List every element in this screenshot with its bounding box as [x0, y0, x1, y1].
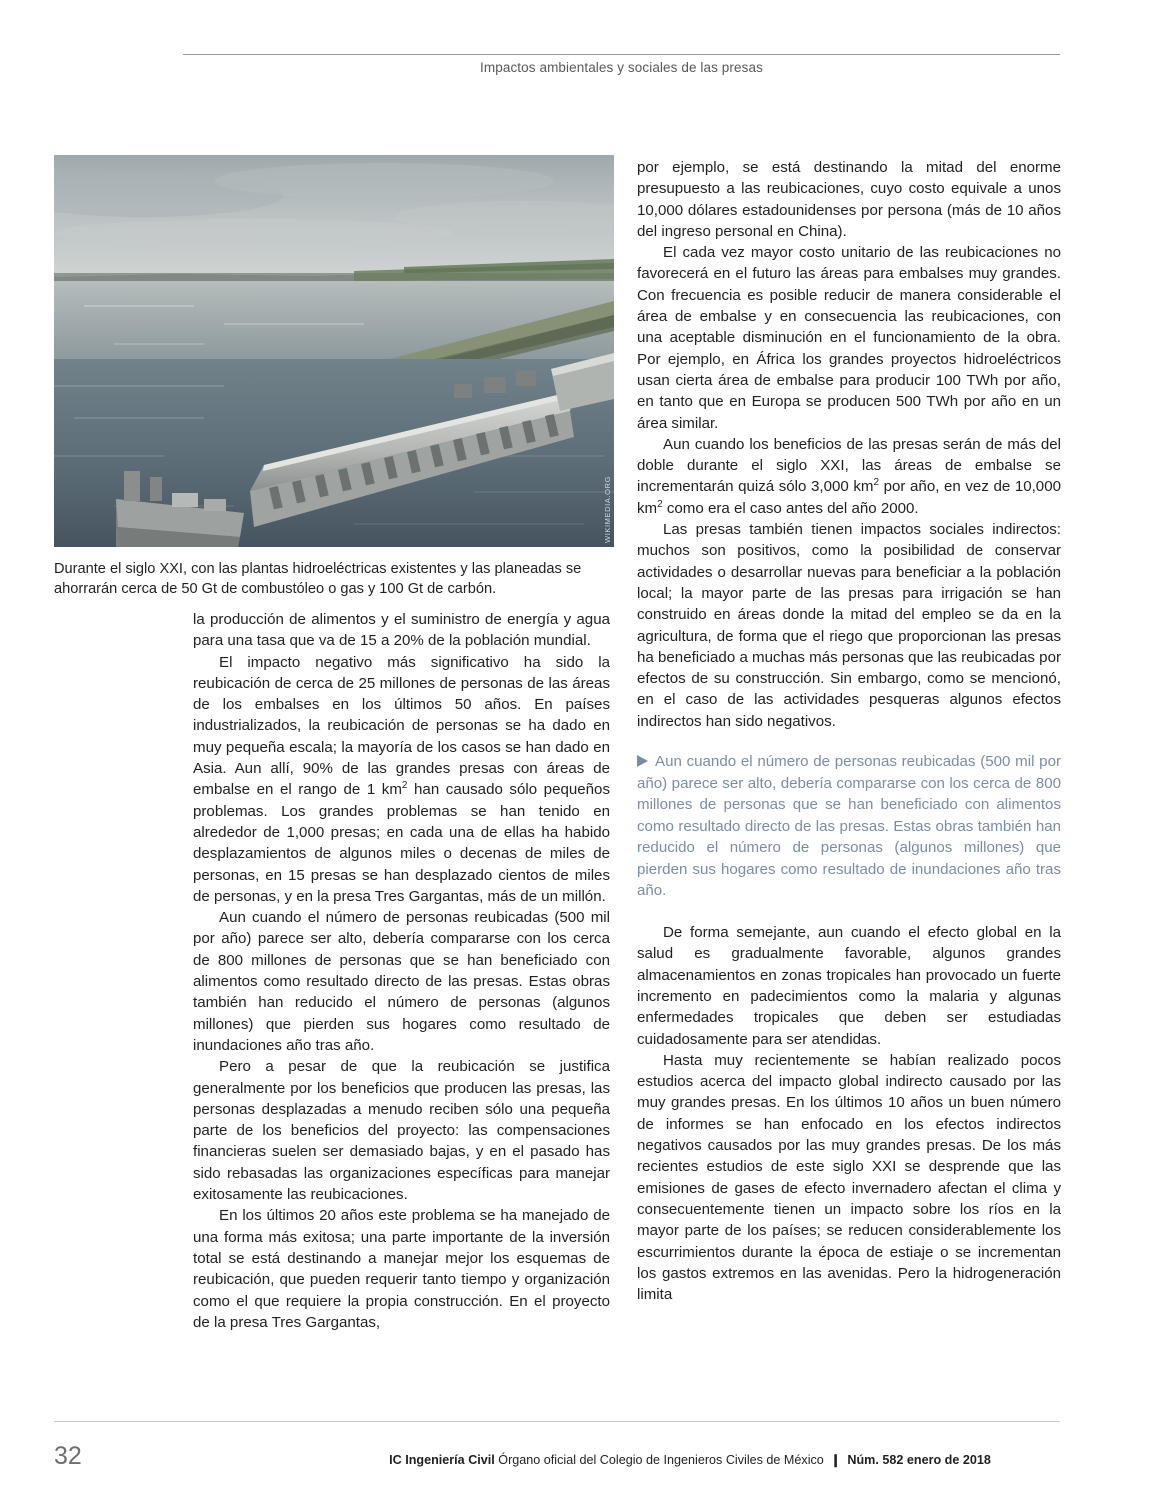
superscript-exponent: 2 — [657, 498, 663, 510]
dam-photo-illustration — [54, 155, 614, 547]
body-column-left — [193, 609, 610, 1333]
paragraph-text-part: como era el caso antes del año 2000. — [662, 499, 919, 517]
pull-quote — [637, 751, 1061, 902]
footer-rule — [54, 1421, 1060, 1422]
paragraph: Pero a pesar de que la reubicación se justifica generalmente por los beneficios que producen las presas, las personas desplazadas a menudo reciben sólo una pequeña parte de los beneficios del proyecto: las compensaciones financieras suelen ser demasiado bajas, y en el pasado has sido rebasadas las organizaciones específicas para manejar exitosamente las reubicaciones. — [193, 1058, 610, 1204]
triangle-marker-icon — [637, 755, 648, 767]
paragraph: Hasta muy recientemente se habían realizado pocos estudios acerca del impacto global indirecto causado por las muy grandes presas. En los últimos 10 años un buen número de informes se han enfocado en los efectos indirectos negativos causados por las muy grandes presas. De los más recientes estudios de este siglo XXI se desprende que las emisiones de gases de efecto invernadero afectan el clima y consecuentemente tienen un impacto sobre los ríos en la mayor parte de los países; se reducen considerablemente los escurrimientos durante la época de estiaje o se incrementan los gastos extremos en las avenidas. Pero la hidrogeneración limita — [637, 1051, 1061, 1304]
paragraph-text-part: Aun cuando los beneficios de las presas serán de más del doble durante el siglo XXI, las áreas de embalse se incrementarán quizá sólo 3,000 km — [637, 435, 1061, 496]
page-number: 32 — [54, 1442, 82, 1470]
paragraph: Aun cuando el número de personas reubicadas (500 mil por año) parece ser alto, debería compararse con los cerca de 800 millones de personas que se han beneficiado con alimentos como resultado directo de las presas. Estas obras también han reducido el número de personas (algunos millones) que pierden sus hogares como resultado de inundaciones año tras año. — [193, 909, 610, 1054]
paragraph: la producción de alimentos y el suministro de energía y agua para una tasa que va de 15 a 20% de la población mundial. — [193, 611, 610, 650]
paragraph: De forma semejante, aun cuando el efecto global en la salud es gradualmente favorable, algunos grandes almacenamientos en zonas tropicales han provocado un fuerte incremento en padecimientos como la malaria y algunas enfermedades tropicales que deben ser estudiadas cuidadosamente para ser atendidas. — [637, 924, 1061, 1048]
footer-issue: Núm. 582 enero de 2018 — [847, 1453, 991, 1467]
pull-quote-text: Aun cuando el número de personas reubicadas (500 mil por año) parece ser alto, debería compararse con los cerca de 800 millones de personas que se han beneficiado con alimentos como resultado directo de las presas. Estas obras también han reducido el número de personas (algunos millones) que pierden sus hogares como resultado de inundaciones año tras año. — [637, 753, 1061, 900]
paragraph: Las presas también tienen impactos sociales indirectos: muchos son positivos, como la posibilidad de conservar actividades o desarrollar nuevas para beneficiar a la población local; la mayor parte de las presas para irrigación se han construido en áreas donde la mitad del empleo se da en la agricultura, de forma que el riego que proporcionan las presas ha beneficiado a muchas más personas que las reubicadas por efectos de su construcción. Sin embargo, como se mencionó, en el caso de las actividades pesqueras algunos efectos indirectos han sido negativos. — [637, 521, 1061, 730]
superscript-exponent: 2 — [873, 477, 880, 489]
paragraph-text-part: por año, en vez de 10,000 km — [637, 478, 1061, 517]
paragraph — [637, 434, 1061, 519]
footer-tagline: Órgano oficial del Colegio de Ingenieros Civiles de México — [498, 1453, 824, 1467]
footer-brand: IC Ingeniería Civil — [389, 1453, 495, 1467]
paragraph — [193, 652, 610, 908]
paragraph-text-part: El impacto negativo más significativo ha sido la reubicación de cerca de 25 millones de personas de las áreas de los embalses en los últimos 50 años. En países industrializados, la reubicación de personas se ha dado en muy pequeña escala; la mayoría de los casos se han dado en Asia. Aun allí, 90% de las grandes presas con áreas de embalse en el rango de 1 km — [193, 653, 610, 799]
paragraph: El cada vez mayor costo unitario de las reubicaciones no favorecerá en el futuro las áreas para embalses muy grandes. Con frecuencia es posible reducir de manera considerable el área de embalse y en consecuencia las reubicaciones, con una aceptable disminución en el funcionamiento de la obra. Por ejemplo, en África los grandes proyectos hidroeléctricos usan cierta área de embalse para producir 100 TWh por año, en tanto que en Europa se producen 500 TWh por año en un área similar. — [637, 244, 1061, 432]
photo-credit: WIKIMEDIA.ORG — [603, 476, 612, 543]
body-column-right — [637, 157, 1061, 1305]
paragraph: por ejemplo, se está destinando la mitad del enorme presupuesto a las reubicaciones, cuyo costo equivale a unos 10,000 dólares estadounidenses por persona (más de 10 años del ingreso personal en China). — [637, 159, 1061, 240]
dam-photograph — [54, 155, 614, 547]
figure-caption: Durante el siglo XXI, con las plantas hidroeléctricas existentes y las planeadas se ahorrarán cerca de 50 Gt de combustóleo o gas y 100 Gt de carbón. — [54, 561, 582, 598]
footer-imprint — [320, 1452, 1060, 1467]
paragraph-text-part: han causado sólo pequeños problemas. Los grandes problemas se han tenido en alrededor de 1,000 presas; en cada una de ellas ha habido desplazamientos de algunos miles o decenas de miles de personas, en 15 presas se han desplazado cientos de miles de personas, y en la presa Tres Gargantas, más de un millón. — [193, 781, 610, 905]
footer-separator: ❙ — [830, 1453, 841, 1467]
superscript-exponent: 2 — [401, 780, 408, 792]
running-head-rule — [183, 54, 1060, 55]
paragraph: En los últimos 20 años este problema se ha manejado de una forma más exitosa; una parte importante de la inversión total se está destinando a manejar mejor los esquemas de reubicación, que pueden requerir tanto tiempo y organización como el que requiere la propia construcción. En el proyecto de la presa Tres Gargantas, — [193, 1207, 610, 1331]
running-head: Impactos ambientales y sociales de las presas — [480, 60, 763, 75]
figure — [54, 155, 614, 599]
